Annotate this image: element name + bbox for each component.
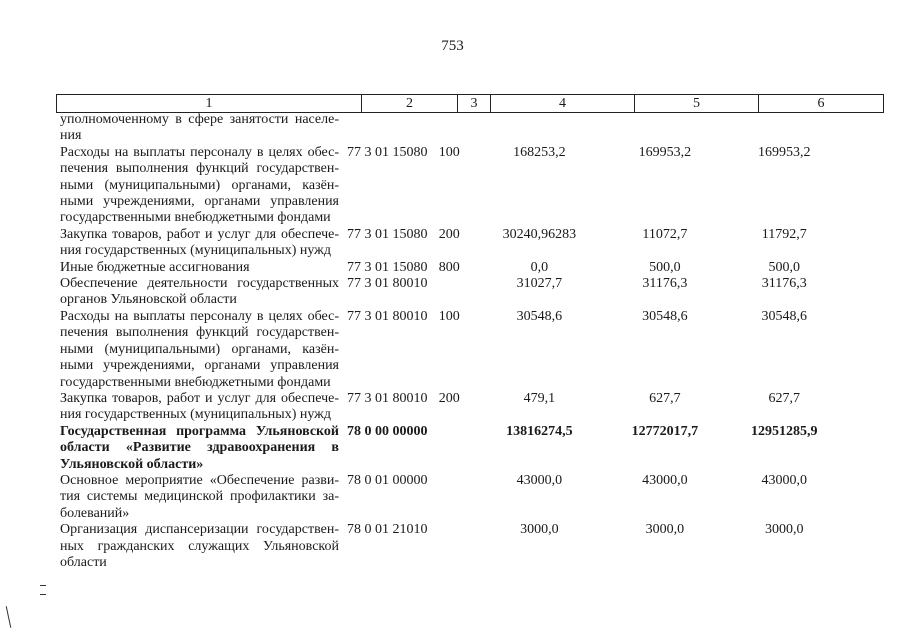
- table-row: [56, 424, 846, 473]
- row-name: Обеспечение деятельности государственных органов Ульяновской области: [60, 276, 339, 308]
- row-name: Государственная программа Ульяновской области «Развитие здравоохранения в Ульяновской области»: [60, 423, 339, 472]
- column-header-6: 6: [759, 95, 884, 113]
- row-name: уполномоченному в сфере занятости населе-ния: [60, 112, 339, 144]
- row-value-col6: 500,0: [768, 259, 800, 275]
- row-expense-type: 100: [438, 308, 460, 324]
- row-value-col5: 3000,0: [645, 522, 685, 538]
- table-row: [56, 391, 846, 424]
- row-code: 77 3 01 15080: [347, 259, 428, 275]
- row-value-col5: 43000,0: [642, 472, 688, 488]
- row-value-col5: 31176,3: [642, 276, 688, 292]
- table-row: [56, 309, 846, 391]
- row-value-col6: 12951285,9: [750, 423, 818, 439]
- row-value-col5: 500,0: [649, 259, 681, 275]
- row-code: 77 3 01 15080: [347, 144, 428, 160]
- row-value-col4: 479,1: [523, 390, 556, 406]
- column-header-4: 4: [491, 95, 635, 113]
- row-value-col6: 169953,2: [757, 144, 811, 160]
- scan-mark: [6, 606, 12, 628]
- row-code: 78 0 01 21010: [347, 522, 428, 538]
- scan-mark: [40, 594, 46, 595]
- row-value-col6: 11792,7: [761, 226, 807, 242]
- row-value-col5: 11072,7: [642, 226, 688, 242]
- table-row: [56, 145, 846, 227]
- row-expense-type: 800: [438, 259, 460, 275]
- row-value-col6: 43000,0: [761, 472, 807, 488]
- row-value-col6: 3000,0: [764, 522, 804, 538]
- row-name: Закупка товаров, работ и услуг для обеспече-ния государственных (муниципальных) нужд: [60, 226, 339, 259]
- row-name: Основное мероприятие «Обеспечение разви-тия системы медицинской профилактики за-болеваний»: [60, 472, 339, 521]
- row-value-col6: 30548,6: [761, 308, 807, 324]
- row-name: Организация диспансеризации государствен-ных гражданских служащих Ульяновской области: [60, 522, 339, 570]
- row-name: Закупка товаров, работ и услуг для обеспече-ния государственных (муниципальных) нужд: [60, 390, 339, 423]
- row-value-col5: 12772017,7: [631, 423, 699, 439]
- column-header-1: 1: [57, 95, 362, 113]
- row-value-col4: 30240,96283: [502, 226, 577, 242]
- row-name: Расходы на выплаты персоналу в целях обес-печения выполнения функций государствен-ными (муниципальными) органами, казён-ными учреждениями, органами управления государственными внебюджетными фондами: [60, 144, 339, 226]
- column-header-table: [56, 94, 884, 113]
- row-value-col4: 168253,2: [513, 144, 566, 160]
- row-value-col5: 169953,2: [638, 144, 692, 160]
- row-name: Расходы на выплаты персоналу в целях обес-печения выполнения функций государствен-ными (муниципальными) органами, казён-ными учреждениями, органами управления государственными внебюджетными фондами: [60, 308, 339, 390]
- row-expense-type: 200: [438, 390, 460, 406]
- row-value-col6: 627,7: [768, 390, 800, 406]
- table-row: [56, 260, 846, 276]
- table-body: [56, 112, 846, 571]
- page-number: 753: [441, 38, 464, 54]
- row-code: 77 3 01 80010: [347, 276, 428, 292]
- table-row: [56, 227, 846, 260]
- row-value-col4: 3000,0: [520, 522, 559, 538]
- row-value-col4: 43000,0: [516, 472, 563, 488]
- row-name: Иные бюджетные ассигнования: [60, 259, 250, 275]
- row-value-col4: 13816274,5: [506, 423, 573, 439]
- row-value-col5: 627,7: [649, 390, 681, 406]
- row-value-col6: 31176,3: [761, 276, 807, 292]
- table-row: [56, 112, 846, 145]
- row-value-col5: 30548,6: [642, 308, 688, 324]
- column-header-2: 2: [362, 95, 458, 113]
- row-value-col4: 31027,7: [516, 276, 563, 292]
- row-code: 77 3 01 80010: [347, 390, 428, 406]
- row-code: 77 3 01 80010: [347, 308, 428, 324]
- row-code: 77 3 01 15080: [347, 226, 428, 242]
- scan-mark: [40, 585, 46, 586]
- table-row: [56, 522, 846, 571]
- row-value-col4: 0,0: [530, 259, 549, 275]
- row-code: 78 0 01 00000: [347, 472, 428, 488]
- row-value-col4: 30548,6: [516, 308, 563, 324]
- row-expense-type: 100: [438, 144, 460, 160]
- table-row: [56, 473, 846, 522]
- column-header-5: 5: [635, 95, 759, 113]
- row-expense-type: 200: [438, 226, 460, 242]
- table-row: [56, 276, 846, 309]
- row-code: 78 0 00 00000: [347, 423, 428, 439]
- column-header-3: 3: [458, 95, 491, 113]
